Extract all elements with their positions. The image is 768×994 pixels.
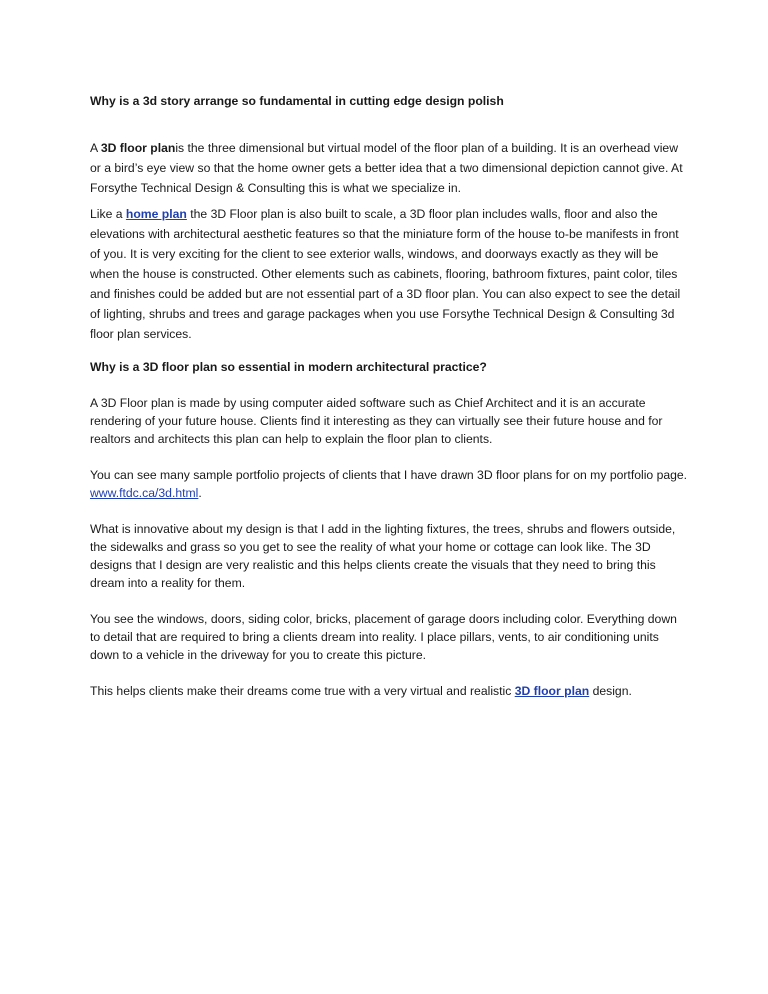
paragraph-portfolio: You can see many sample portfolio projects of clients that I have drawn 3D floor plans for on my portfolio page. www.ftdc.ca/3d.html. bbox=[90, 468, 688, 500]
document-body bbox=[90, 92, 690, 718]
bold-term-3d-floor-plan: 3D floor plan bbox=[100, 141, 176, 155]
home-plan-link[interactable]: home plan bbox=[125, 207, 187, 221]
paragraph-details: You see the windows, doors, siding color, bricks, placement of garage doors including color. Everything down to detail that are required to bring a clients dream into reality. I place pillars, vents, to air conditioning units down to a vehicle in the driveway for you to create this picture. bbox=[90, 612, 677, 662]
portfolio-link[interactable]: www.ftdc.ca/3d.html bbox=[90, 486, 199, 500]
paragraph-software: A 3D Floor plan is made by using computer aided software such as Chief Architect and it is an accurate rendering of your future house. Clients find it interesting as they can virtually see their future house and for realtors and architects this plan can help to explain the floor plan to clients. bbox=[90, 396, 663, 446]
paragraph-home-plan: Like a home plan the 3D Floor plan is also built to scale, a 3D floor plan includes walls, floor and also the elevations with architectural aesthetic features so that the miniature form of the house to-be manifests in front of you. It is very exciting for the client to see exterior walls, windows, and doorways exactly as they will be when the house is constructed. Other elements such as cabinets, flooring, bathroom fixtures, paint color, tiles and finishes could be added but are not essential part of a 3D floor plan. You can also expect to see the detail of lighting, shrubs and trees and garage packages when you use Forsythe Technical Design & Consulting 3d floor plan services. bbox=[90, 207, 681, 341]
page-title: Why is a 3d story arrange so fundamental in cutting edge design polish bbox=[90, 94, 504, 108]
section-heading: Why is a 3D floor plan so essential in modern architectural practice? bbox=[90, 360, 487, 374]
paragraph-innovation: What is innovative about my design is that I add in the lighting fixtures, the trees, shrubs and flowers outside, the sidewalks and grass so you get to see the reality of what your home or cottage can look like. The 3D designs that I design are very realistic and this helps clients create the visuals that they need to bring this dream into a reality for them. bbox=[90, 522, 676, 590]
3d-floor-plan-link[interactable]: 3D floor plan bbox=[514, 684, 590, 698]
paragraph-closing: This helps clients make their dreams come true with a very virtual and realistic 3D floor plan design. bbox=[90, 684, 632, 698]
paragraph-intro: A 3D floor planis the three dimensional but virtual model of the floor plan of a building. It is an overhead view or a bird’s eye view so that the home owner gets a better idea that a two dimensional depiction cannot give. At Forsythe Technical Design & Consulting this is what we specialize in. bbox=[90, 141, 683, 195]
